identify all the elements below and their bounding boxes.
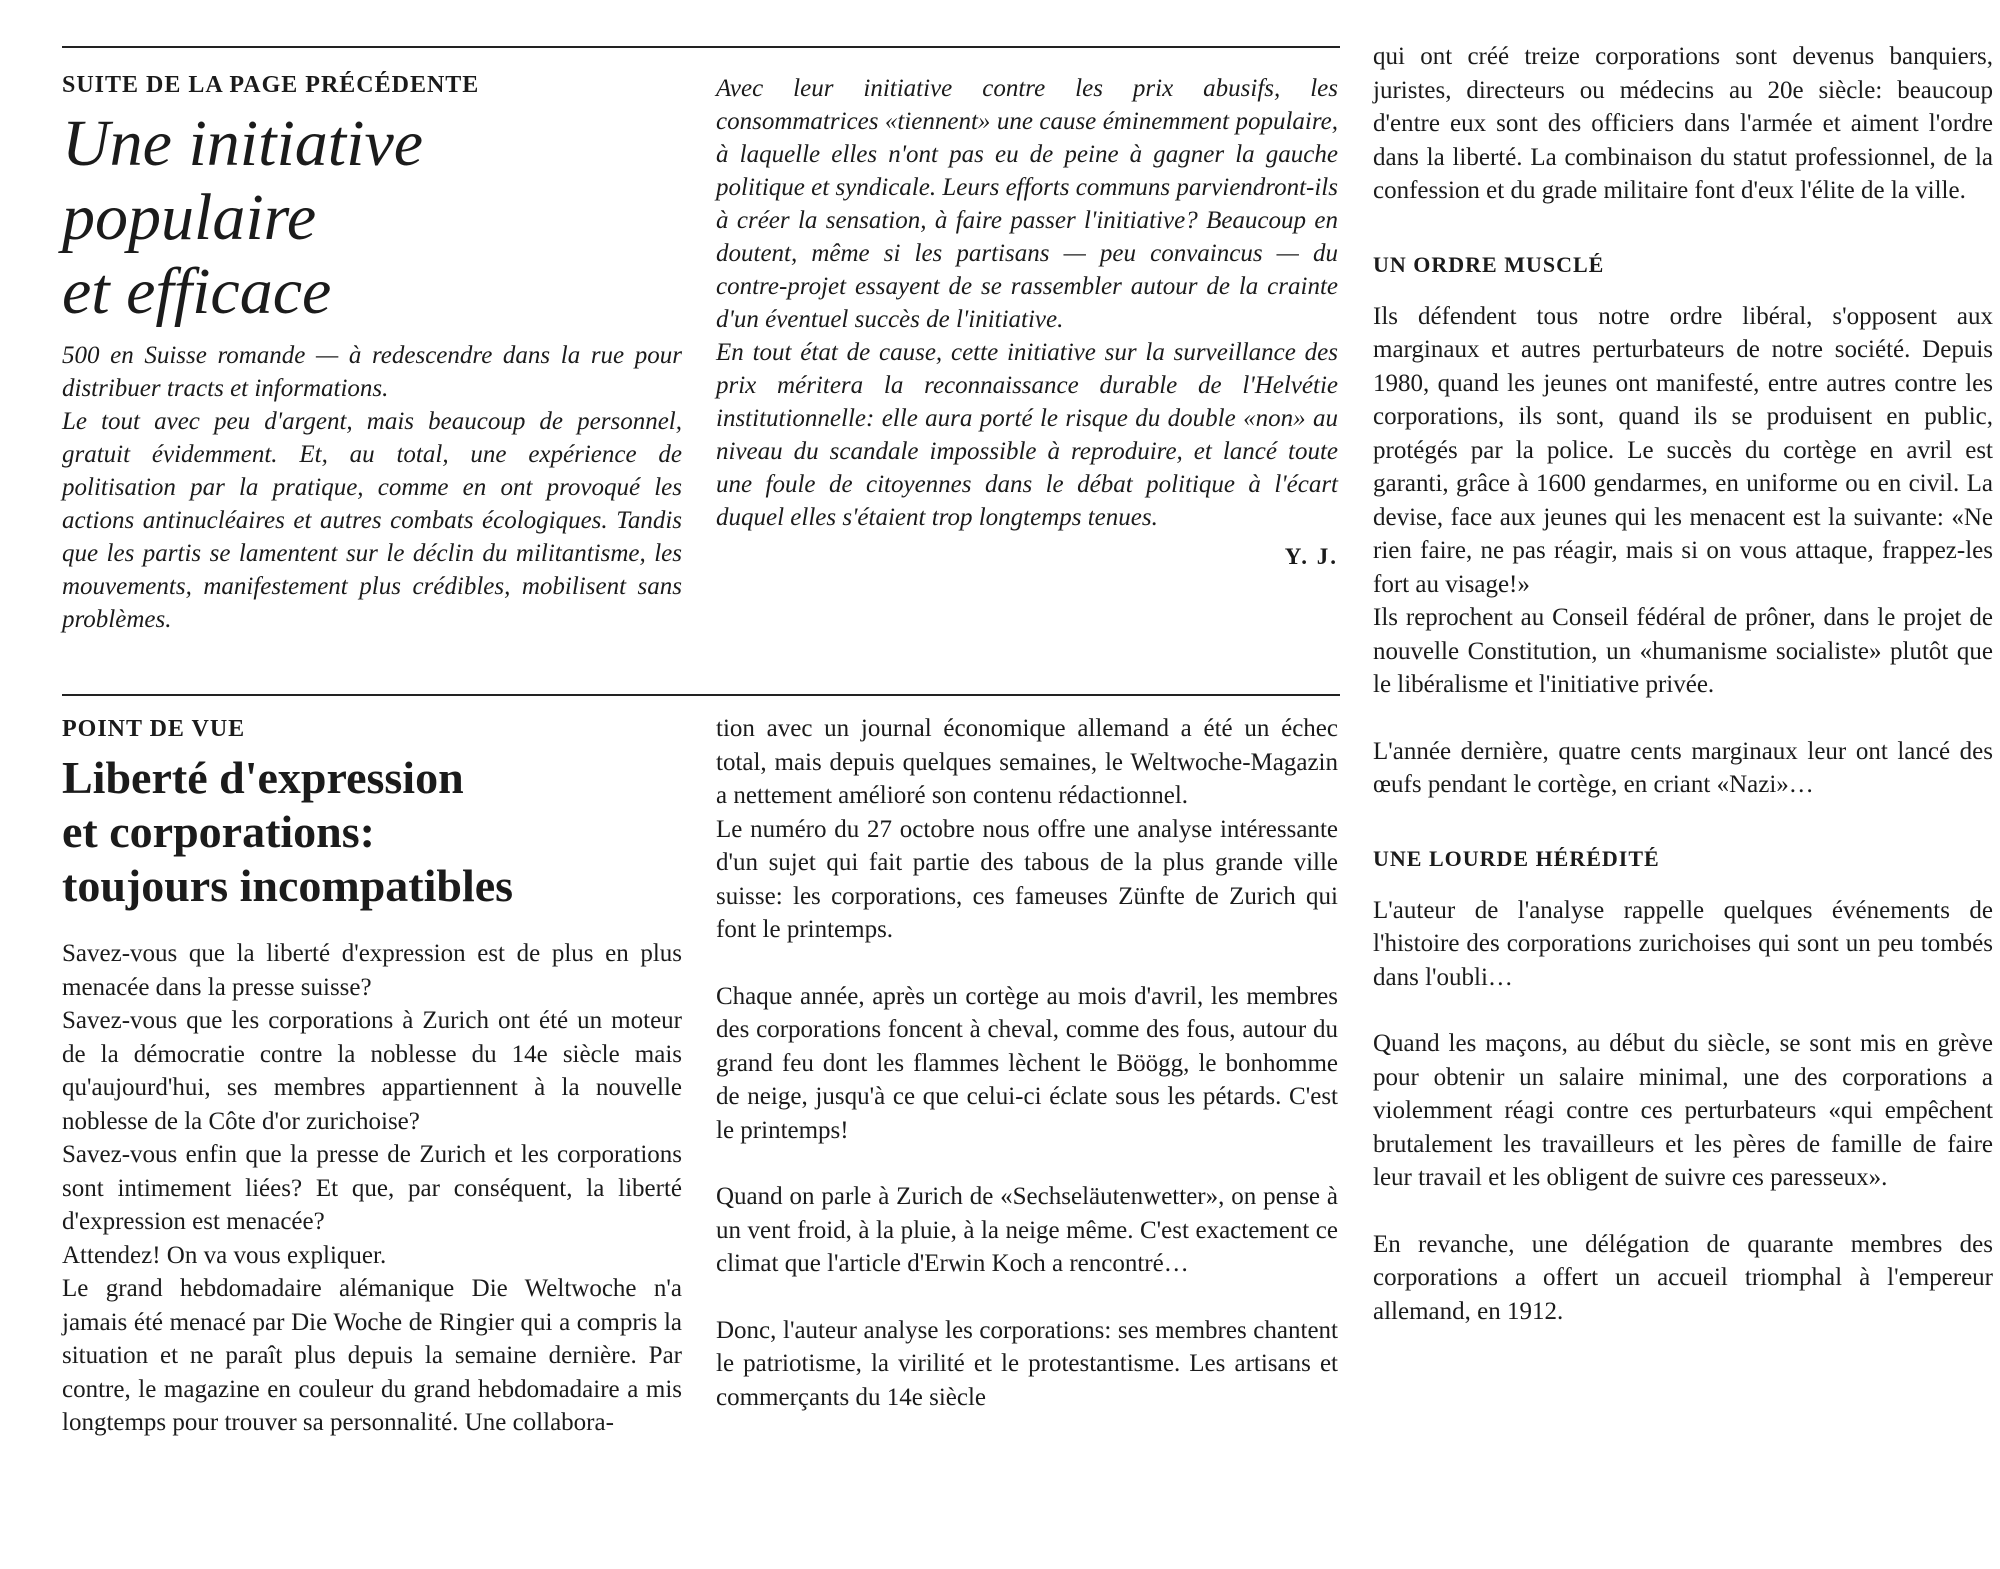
paragraph: Savez-vous que les corporations à Zurich ont été un moteur de la démocratie contre la noblesse du 14e siècle mais qu'aujourd'hui, ses membres appartiennent à la nouvelle noblesse de la Côte d'or zurichoise? (62, 1007, 682, 1135)
article-headline (62, 751, 682, 913)
article-initiative-column-1 (62, 72, 682, 636)
paragraph: Ils reprochent au Conseil fédéral de prôner, dans le projet de nouvelle Constitution, un «humanisme socialiste» plutôt que le libéralisme et l'initiative privée. (1373, 604, 1993, 698)
paragraph: Le tout avec peu d'argent, mais beaucoup de personnel, gratuit évidemment. Et, au total, une expérience de politisation par la pratique, comme en ont provoqué les actions antinucléaires et autres combats écologiques. Tandis que les partis se lamentent sur le déclin du militantisme, les mouvements, manifestement plus crédibles, mobilisent sans problèmes. (62, 408, 682, 633)
headline-line-2: populaire (62, 181, 317, 254)
section-divider-rule (62, 694, 1340, 696)
author-signature: Y. J. (1284, 544, 1338, 569)
paragraph: Quand les maçons, au début du siècle, se sont mis en grève pour obtenir un salaire minimal, une des corporations a violemment réagi contre ces perturbateurs «qui empêchent brutalement les travailleurs et les pères de famille de faire leur travail et les obligent de suivre ces paresseux». (1373, 1030, 1993, 1191)
paragraph: Quand on parle à Zurich de «Sechseläutenwetter», on pense à un vent froid, à la pluie, à la neige même. C'est exactement ce climat que l'article d'Erwin Koch a rencontré… (716, 1183, 1338, 1277)
article-initiative-column-2 (716, 72, 1338, 570)
paragraph: Savez-vous que la liberté d'expression est de plus en plus menacée dans la presse suisse? (62, 940, 682, 1001)
paragraph: En revanche, une délégation de quarante membres des corporations a offert un accueil triomphal à l'empereur allemand, en 1912. (1373, 1230, 1993, 1325)
paragraph: Ils défendent tous notre ordre libéral, s'opposent aux marginaux et autres perturbateurs de notre société. Depuis 1980, quand les jeunes ont manifesté, entre autres contre les corporations, ils sont, quand ils se produisent en public, protégés par la police. Le succès du cortège en avril est garanti, grâce à 1600 gendarmes, en uniforme ou en civil. La devise, face aux jeunes qui les menacent est la suivante: «Ne rien faire, ne pas réagir, mais si on vous attaque, frappez-les fort au visage!» (1373, 302, 1993, 598)
paragraph: Attendez! On va vous expliquer. (62, 1241, 387, 1269)
section-kicker: SUITE DE LA PAGE PRÉCÉDENTE (62, 72, 480, 98)
article-point-de-vue-column-1 (62, 716, 682, 1440)
paragraph: Le grand hebdomadaire alémanique Die Weltwoche n'a jamais été menacé par Die Woche de Ringier qui a compris la situation et ne paraît plus depuis la semaine dernière. Par contre, le magazine en couleur du grand hebdomadaire a mis longtemps pour trouver sa personnalité. Une collabora- (62, 1275, 682, 1436)
headline-line-2: et corporations: (62, 806, 375, 857)
headline-line-1: Liberté d'expression (62, 752, 464, 803)
subheading-ordre-muscle: UN ORDRE MUSCLÉ (1373, 251, 1605, 277)
paragraph: Donc, l'auteur analyse les corporations: ses membres chantent le patriotisme, la virilité et le protestantisme. Les artisans et commerçants du 14e siècle (716, 1316, 1338, 1411)
paragraph: Savez-vous enfin que la presse de Zurich et les corporations sont intimement liées? Et que, par conséquent, la liberté d'expression est menacée? (62, 1141, 682, 1235)
paragraph: 500 en Suisse romande — à redescendre dans la rue pour distribuer tracts et informations. (62, 342, 682, 402)
headline-line-3: toujours incompatibles (62, 860, 514, 911)
article-headline (62, 107, 682, 329)
article-point-de-vue-column-3 (1373, 40, 1993, 1328)
headline-line-3: et efficace (62, 255, 332, 328)
section-kicker: POINT DE VUE (62, 716, 246, 742)
paragraph: L'auteur de l'analyse rappelle quelques événements de l'histoire des corporations zurichoises qui sont un peu tombés dans l'oubli… (1373, 896, 1993, 991)
paragraph: Chaque année, après un cortège au mois d'avril, les membres des corporations foncent à cheval, comme des fous, autour du grand feu dont les flammes lèchent le Böögg, le bonhomme de neige, jusqu'à ce que celui-ci éclate sous les pétards. C'est le printemps! (716, 982, 1338, 1144)
paragraph: tion avec un journal économique allemand a été un échec total, mais depuis quelques semaines, le Weltwoche-Magazin a nettement amélioré son contenu rédactionnel. (716, 715, 1338, 809)
paragraph: Avec leur initiative contre les prix abusifs, les consommatrices «tiennent» une cause éminemment populaire, à laquelle elles n'ont pas eu de peine à gagner la gauche politique et syndicale. Leurs efforts communs parviendront-ils à créer la sensation, à faire passer l'initiative? Beaucoup en doutent, même si les partisans — peu convaincus — du contre-projet essayent de se rassembler autour de la crainte d'un éventuel succès de l'initiative. (716, 75, 1338, 333)
paragraph: Le numéro du 27 octobre nous offre une analyse intéressante d'un sujet qui fait partie des tabous de la plus grande ville suisse: les corporations, ces fameuses Zünfte de Zurich qui font le printemps. (716, 815, 1338, 943)
headline-line-1: Une initiative (62, 107, 424, 180)
paragraph: En tout état de cause, cette initiative sur la surveillance des prix méritera la reconnaissance durable de l'Helvétie institutionnelle: elle aura porté le risque du double «non» au niveau du scandale impossible à reproduire, et lancé toute une foule de citoyennes dans le débat politique à l'écart duquel elles s'étaient trop longtemps tenues. (716, 339, 1338, 531)
paragraph: qui ont créé treize corporations sont devenus banquiers, juristes, directeurs ou médecins au 20e siècle: beaucoup d'entre eux sont des officiers dans l'armée et aiment l'ordre dans la liberté. La combinaison du statut professionnel, de la confession et du grade militaire font d'eux l'élite de la ville. (1373, 43, 1993, 204)
paragraph: L'année dernière, quatre cents marginaux leur ont lancé des œufs pendant le cortège, en criant «Nazi»… (1373, 737, 1993, 798)
article-point-de-vue-column-2 (716, 712, 1338, 1414)
subheading-lourde-heredite: UNE LOURDE HÉRÉDITÉ (1373, 845, 1660, 871)
top-rule (62, 46, 1340, 48)
